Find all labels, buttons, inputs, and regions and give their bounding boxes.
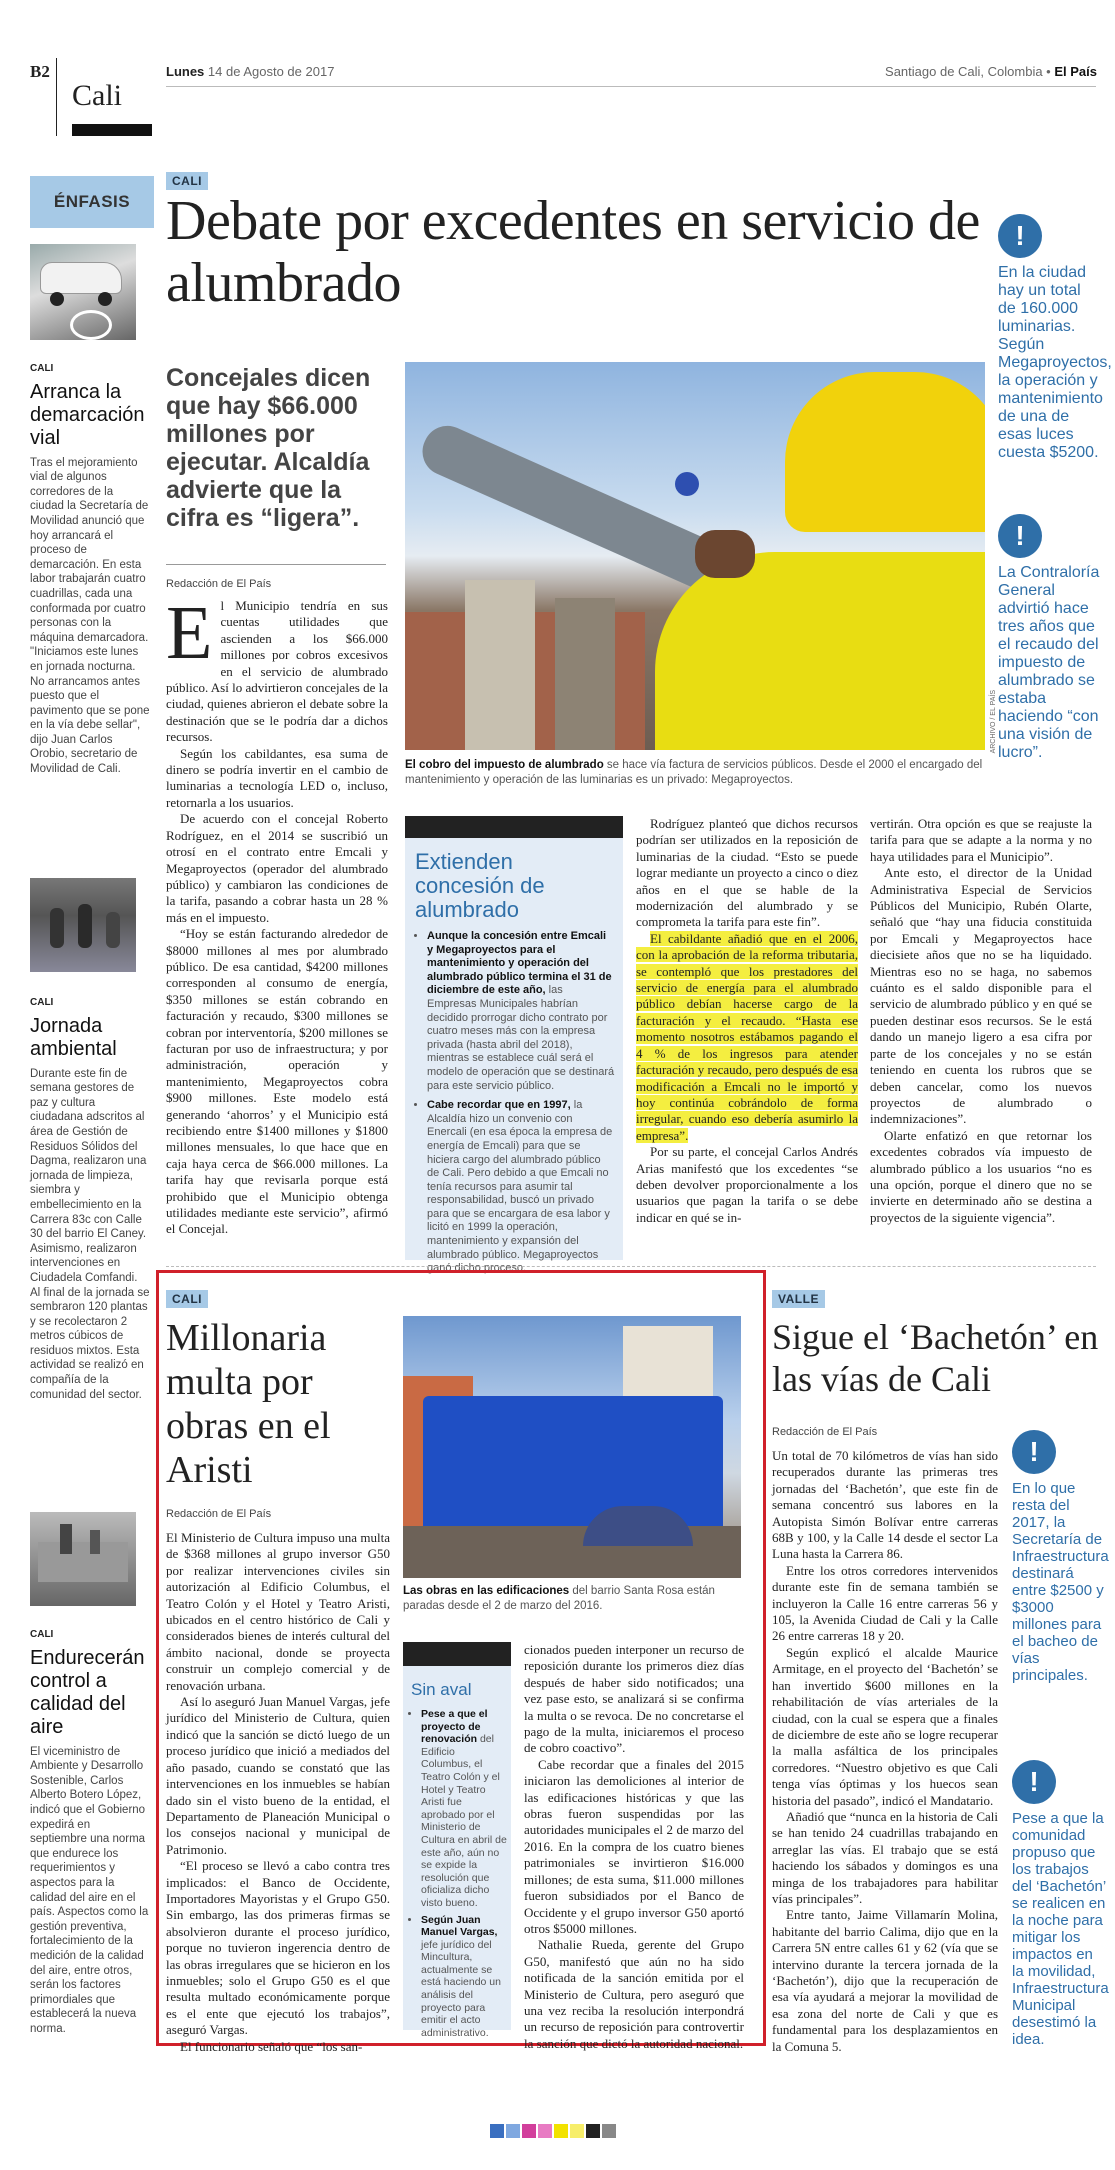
article1-kicker: CALI <box>166 172 208 190</box>
article1-col4: vertirán. Otra opción es que se reajuste la tarifa para que se adapte a la norma y no haya utilidades para el Municipio”. Ante esto, el director de la Unidad Administrativa Especial de Servicios Públicos del Municipio, Rubén Olarte, señaló que “hay una fiducia constituida por Emcali y Megaproyectos hace diecisiete años que no se ha liquidado. Mientras eso no se haga, no sabemos cuánto es el saldo disponible para el servicio de alumbrado público y en qué se pueden destinar esos recursos. Se le está dando un manejo ligero a esa cifra por parte de los concejales y no se están teniendo en cuenta los rubros que se deben cancelar, como los nuevos proyectos de alumbrado o indemnizaciones”. Olarte enfatizó en que retornar los excedentes cobrados vía impuesto de alumbrado público a los usuarios “no es una opción, porque el dinero que no se invierte en determinado año se destina a proyectos de la siguiente vigencia”. <box>870 816 1092 1225</box>
sidebar-item-jornada: CALI Jornada ambiental Durante este fin de semana gestores de paz y cultura ciudadana adscritos al área de Gestión de Residuos Sólidos del Dagma, realizaron una jornada de limpieza, siembra y embellecimiento en la Carrera 83c con Calle 30 del barrio El Caney. Asimismo, realizaron intervenciones en Ciudadela Comfandi. Al final de la jornada se sembraron 120 plantas y se recolectaron 2 metros cúbicos de residuos mixtos. Esta actividad se realizó en compañía de la comunidad del sector. <box>30 997 150 1401</box>
article3-note-2: Pese a que la comunidad propuso que los trabajos del ‘Bachetón’ se realicen en la noche para mitigar los impactos en la movilidad, Infraestructura Municipal desestimó la idea. <box>1012 1810 1109 2048</box>
article1-sub-rule <box>166 564 386 565</box>
article3-headline: Sigue el ‘Bachetón’ en las vías de Cali <box>772 1317 1099 1399</box>
article2-caption: Las obras en las edificaciones del barrio Santa Rosa están paradas desde el 2 de marzo del 2016. <box>403 1585 715 1612</box>
header-rule <box>166 86 1096 87</box>
article2-photo <box>403 1316 741 1578</box>
article2-byline: Redacción de El País <box>166 1508 272 1520</box>
article1-col1: E l Municipio tendría en sus cuentas utilidades que ascienden a los $66.000 millones por cobros excesivos en el servicio de alumbrado público. Así lo advirtieron concejales de la ciudad, quienes abrieron el debate sobre la destinación que se le podría dar a dichos recursos. Según los cabildantes, esa suma de dinero se podría invertir en el cambio de luminarias a tecnología LED o, incluso, retornarla a los usuarios. De acuerdo con el concejal Roberto Rodríguez, en el 2014 se suscribió un otrosí en el contrato entre Emcali y Megaproyectos (operador del alumbrado público) y cambiaron las condiciones de la tarifa, pasando a cobrar hasta un 28 % más en el impuesto. “Hoy se están facturando alrededor de $8000 millones al mes por alumbrado público. De esa cantidad, $4200 millones corresponden al consumo de energía, $350 millones se están cobrando en facturación y recaudo, $300 millones se cobran por interventoría, $200 millones se facturan por uso de infraestructura; y por administración, operación y mantenimiento, Megaproyectos cobra $900 millones. Este modelo está generando ‘ahorros’ y el Municipio está recibiendo entre $1400 millones y $1800 millones mensuales, lo que hace que en caja haya cerca de $66.000 millones. La tarifa hay que revisarla porque está prohibido que el Municipio obtenga utilidades mediante este servicio”, afirmó el Concejal. <box>166 591 389 1237</box>
sidebar-photo-jornada <box>30 878 136 972</box>
sidebar-item-demarcacion: CALI Arranca la demarcación vial Tras el mejoramiento vial de algunos corredores de la ciudad la Secretaría de Movilidad anunció que hoy arrancará el proceso de demarcación. En esta labor trabajarán cuatro cuadrillas, cada una conformada por cuatro personas con la máquina demarcadora. "Iniciamos este lunes en jornada nocturna. No arrancamos antes puesto que el pavimento que se pone en la vía debe sellar", dijo Juan Carlos Orobio, secretario de Movilidad de Cali. <box>30 363 150 776</box>
date-line: Lunes 14 de Agosto de 2017 <box>166 64 335 79</box>
article1-note-1: En la ciudad hay un total de 160.000 luminarias. Según Megaproyectos, la operación y mantenimiento de una de esas luces cuesta $5200. <box>998 264 1112 461</box>
article1-infobox: Extienden concesión de alumbrado • Aunque la concesión entre Emcali y Megaproyectos para el mantenimiento y operación del alumbrado público termina el 31 de diciembre de este año, las Empresas Municipales habrían decidido prorrogar dicho contrato por cuatro meses más con la empresa privada (hasta abril del 2018), mientras se establece cuál será el modelo de operación que se destinará para este servicio público. • Cabe recordar que en 1997, la Alcaldía hizo un convenio con Enercali (en esa época la empresa de energía de Emcali) para que se hiciera cargo del alumbrado público de Cali. Pero debido a que Emcali no tenía recursos para asumir tal responsabilidad, buscó un privado para que se encargara de esa labor y licitó en 1999 la operación, mantenimiento y expansión del alumbrado público. Megaproyectos ganó dicho proceso. <box>405 816 623 1260</box>
article2-headline: Millonaria multa por obras en el Aristi <box>166 1317 331 1491</box>
article3-byline: Redacción de El País <box>772 1426 878 1438</box>
sidebar-photo-car <box>30 244 136 340</box>
article3-body: Un total de 70 kilómetros de vías han sido recuperados durante las primeras tres jornadas del ‘Bachetón’, que este fin de semana concentró sus labores en la Autopista Simón Bolívar entre carreras 68B y 100, y la Calle 14 desde el sector La Luna hasta la Carrera 86. Entre los otros corredores intervenidos durante este fin de semana también se incluyeron la Calle 16 entre carreras 56 y 105, la Avenida Ciudad de Cali y la Calle 26 entre carreras 18 y 20. Según explicó el alcalde Maurice Armitage, en el proyecto del ‘Bachetón’ se han invertido $600 millones en la rehabilitación de vías arteriales de la ciudad, con la cual se espera que a finales de diciembre de este año se logre recuperar la malla asfáltica de los principales corredores. “Nuestro objetivo es que Cali tenga vías óptimas y los huecos sean historia del pasado”, indicó el Mandatario. Añadió que “nunca en la historia de Cali se han tenido 24 cuadrillas trabajando en arreglar las vías. El trabajo que se está haciendo los sábados y domingos es una minga de los trabajadores para habilitar vías principales”. Entre tanto, Jaime Villamarín Molina, habitante del barrio Calima, dijo que en la Carrera 5N entre calles 61 y 62 (vía que se intervino durante la tercera jornada de la ‘Bachetón’), dijo que la recuperación de esa vía ayudará a mejorar la movilidad de esa zona del norte de Cali y que es fundamental para los desplazamientos en la Comuna 5. <box>772 1448 998 2054</box>
page-number: B2 <box>30 62 50 81</box>
article3-note-1: En lo que resta del 2017, la Secretaría de Infraestructura destinará entre $2500 y $3000 millones para el bacheo de vías principales. <box>1012 1480 1109 1684</box>
section-bar <box>72 124 152 136</box>
location-line: Santiago de Cali, Colombia • El País <box>885 64 1097 79</box>
article1-col3: Rodríguez planteó que dichos recursos podrían ser utilizados en la reposición de luminarias de la ciudad. “Esto se puede lograr mediante un proyecto a cinco o diez años en el que se hable de la modernización del alumbrado y se comprometa la tarifa para este fin”. El cabildante añadió que en el 2006, con la aprobación de la reforma tributaria, se contempló que los prestadores del servicio de energía para el alumbrado público debían hacerse cargo de la facturación y el recaudo. “Hasta ese momento nosotros estábamos pagando el 4 % de los ingresos para atender facturación y recaudo, pero después de esa modificación a Emcali no le importó y hoy continúa cobrándolo de forma irregular, cuando eso debería asumirlo la empresa”. Por su parte, el concejal Carlos Andrés Arias manifestó que los excedentes “se deben devolver proporcionalmente a los usuarios que pagan la tarifa o se debe indicar en qué se in- <box>636 816 858 1225</box>
article2-col1: El Ministerio de Cultura impuso una multa de $368 millones al grupo inversor G50 por realizar intervenciones civiles sin autorización al Edificio Columbus, el Teatro Colón y el Hotel y Teatro Aristi, ubicados en el centro histórico de Cali y considerados bienes de interés cultural del ámbito nacional, donde se proyecta construir un complejo comercial y de renovación urbana. Así lo aseguró Juan Manuel Vargas, jefe jurídico del Ministerio de Cultura, quien indicó que la sanción se dictó luego de un proceso jurídico que inició a mediados del año pasado, cuando se constató que las intervenciones en los inmuebles se habían dado sin el visto bueno de la entidad, el Departamento de Planeación Municipal o los consejos nacional y municipal de Patrimonio. “El proceso se llevó a cabo contra tres implicados: el Banco de Occidente, Importadores Mayoristas y el Grupo G50. Sin embargo, las dos primeras firmas se absolvieron durante el proceso jurídico, porque no tuvieron ingerencia dentro de las obras irregulares que se hicieron en los inmuebles; solo el Grupo G50 es el que resulta multado económicamente porque es el ente que ejecutó los trabajos”, aseguró Vargas. El funcionario señaló que “los san- <box>166 1530 390 2054</box>
article2-infobox: Sin aval • Pese a que el proyecto de renovación del Edificio Columbus, el Teatro Colón y el Hotel y Teatro Aristi fue aprobado por el Ministerio de Cultura en abril de este año, aún no se expide la resolución que oficializa dicho visto bueno. • Según Juan Manuel Vargas, jefe jurídico del Mincultura, actualmente se está haciendo un análisis del proyecto para emitir el acto administrativo. <box>403 1642 511 2030</box>
sidebar-item-aire: CALI Endurecerán control a calidad del aire El viceministro de Ambiente y Desarrollo Sostenible, Carlos Alberto Botero López, indicó que el Gobierno expedirá en septiembre una norma que endurece los requerimientos y aspectos para la calidad del aire en el país. Aspectos como la gestión preventiva, fortalecimiento de la medición de la calidad del aire, entre otros, serán los factores primordiales que establecerá la nueva norma. <box>30 1629 149 2035</box>
article2-kicker: CALI <box>166 1290 208 1308</box>
article1-photo-credit: ARCHIVO / EL PAÍS <box>990 690 997 754</box>
section-divider <box>166 1266 1096 1267</box>
section-title: Cali <box>72 79 122 112</box>
sidebar-photo-aire <box>30 1512 136 1606</box>
article1-photo <box>405 362 985 750</box>
article1-highlight: El cabildante añadió que en el 2006, con la aprobación de la reforma tributaria, se contempló que los prestadores del servicio de energía para el alumbrado público debían hacerse cargo de la facturación y el recaudo. “Hasta ese momento nosotros estábamos pagando el 4 % de los ingresos para atender facturación y recaudo, pero después de esa modificación a Emcali no le importó y hoy continúa cobrándolo de forma irregular, cuando eso debería asumirlo la empresa”. <box>636 930 858 1143</box>
header-divider <box>56 58 57 136</box>
exclamation-icon: ! <box>1012 1760 1056 1804</box>
exclamation-icon: ! <box>1012 1430 1056 1474</box>
article3-kicker: VALLE <box>772 1290 825 1308</box>
article1-dropcap: E <box>166 591 213 675</box>
article1-caption: El cobro del impuesto de alumbrado se hace vía factura de servicios públicos. Desde el 2000 el encargado del mantenimiento y operación de las luminarias es un privado: Megaproyectos. <box>405 759 983 786</box>
article1-byline: Redacción de El País <box>166 578 272 590</box>
exclamation-icon: ! <box>998 214 1042 258</box>
color-registration-bar <box>490 2124 618 2143</box>
article1-subhead: Concejales dicen que hay $66.000 millones por ejecutar. Alcaldía advierte que la cifra es “ligera”. <box>166 364 371 532</box>
article2-col3: cionados pueden interponer un recurso de reposición durante los primeros diez días después de haber sido notificados; una vez pase esto, se analizará si se confirma la multa o se revoca. De no concretarse el pago de la multa, iniciaremos el proceso de cobro coactivo”. Cabe recordar que a finales del 2015 iniciaron las demoliciones al interior de las edificaciones históricas y que las obras fueron suspendidas por las autoridades municipales el 2 de marzo del 2016. En la compra de los cuatro bienes patrimoniales se invirtieron $16.000 millones; de esta suma, $11.000 millones fueron subsidiados por el Banco de Occidente y el grupo inversor G50 aportó otros $5000 millones. Nathalie Rueda, gerente del Grupo G50, manifestó que aún no ha sido notificada de la sanción emitida por el Ministerio de Cultura, pero aseguró que una vez reciba la resolución interpondrá un recurso de reposición para controvertir la sanción que dictó la autoridad nacional. <box>524 1642 744 2051</box>
enfasis-label: ÉNFASIS <box>30 176 154 228</box>
article1-headline: Debate por excedentes en servicio de alumbrado <box>166 190 980 314</box>
exclamation-icon: ! <box>998 514 1042 558</box>
article1-note-2: La Contraloría General advirtió hace tres años que el recaudo del impuesto de alumbrado se estaba haciendo “con una visión de lucro”. <box>998 564 1100 761</box>
